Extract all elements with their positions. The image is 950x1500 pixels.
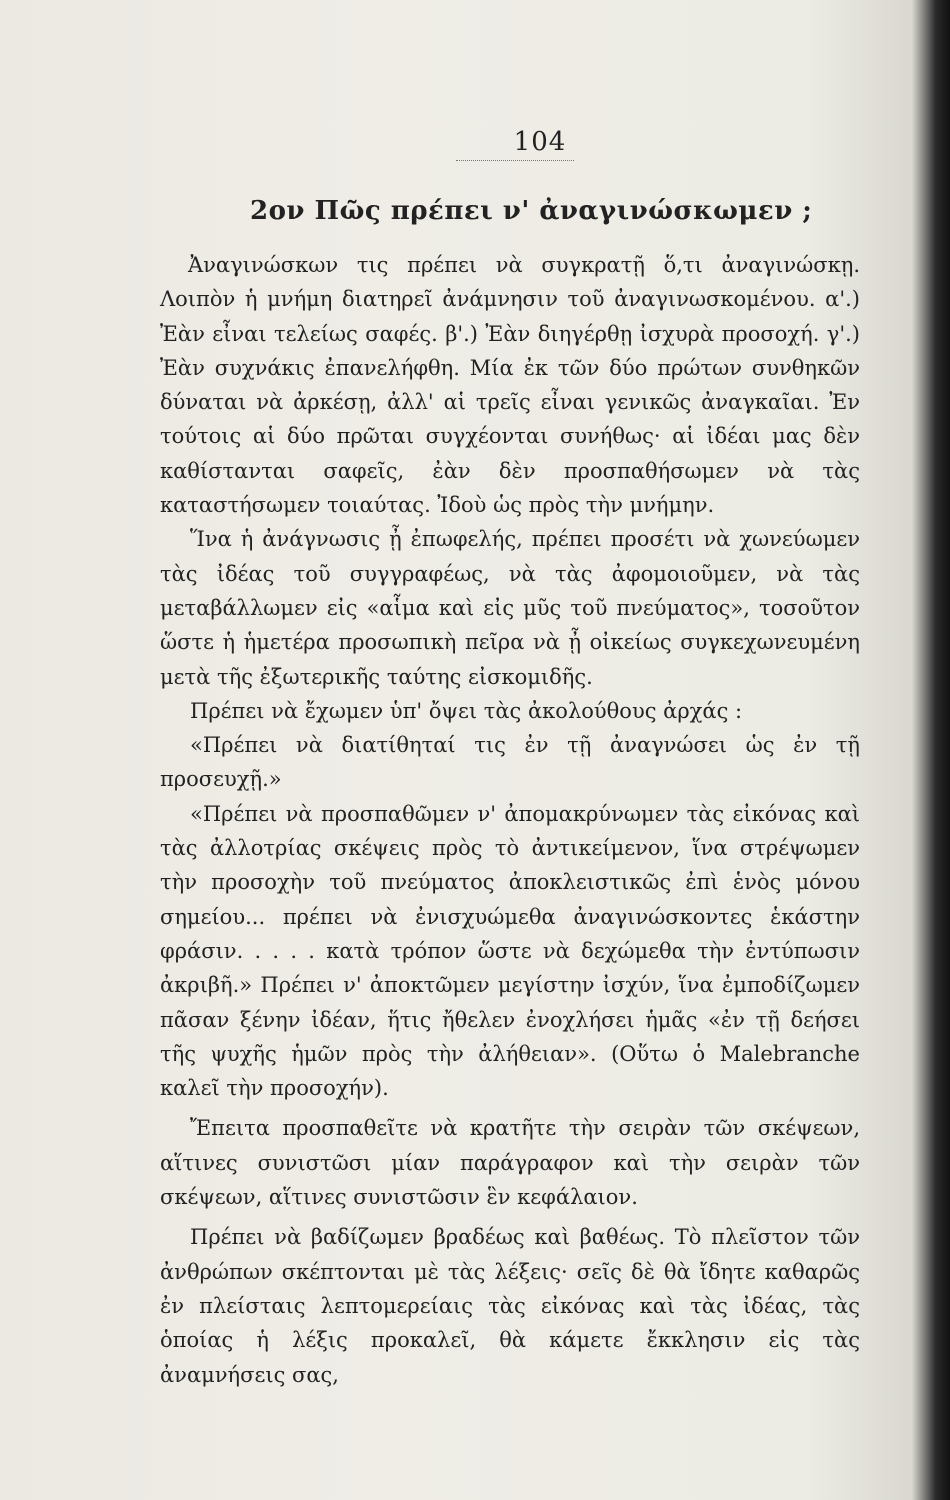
paragraph-quote-attention: «Πρέπει νὰ προσπαθῶμεν ν' ἀπομακρύνωμεν τὰς εἰκόνας καὶ τὰς ἀλλοτρίας σκέψεις πρὸς τὸ ἀντικείμενον, ἵνα στρέψωμεν τὴν προσοχὴν τοῦ πνεύματος ἀποκλειστικῶς ἐπὶ ἑνὸς μόνου σημείου... πρέπει νὰ ἐνισχυώμεθα ἀναγινώσκοντες ἑκάστην φράσιν. . . . . κατὰ τρόπον ὥστε νὰ δεχώμεθα τὴν ἐντύπωσιν ἀκριβῆ.» Πρέπει ν' ἀποκτῶμεν μεγίστην ἰσχύν, ἵνα ἐμποδίζωμεν πᾶσαν ξένην ἰδέαν, ἥτις ἤθελεν ἐνοχλήσει ἡμᾶς «ἐν τῇ δεήσει τῆς ψυχῆς ἡμῶν πρὸς τὴν ἀλήθειαν». (Οὕτω ὁ Malebranche καλεῖ τὴν προσοχήν). <box>160 801 860 1101</box>
paragraph-sequence: Ἔπειτα προσπαθεῖτε νὰ κρατῆτε τὴν σειρὰν τῶν σκέψεων, αἵτινες συνιστῶσι μίαν παράγραφον καὶ τὴν σειρὰν τῶν σκέψεων, αἵτινες συνιστῶσιν ἓν κεφάλαιον. <box>160 1116 860 1210</box>
paragraph-memory: Ἀναγινώσκων τις πρέπει νὰ συγκρατῇ ὅ,τι ἀναγινώσκῃ. Λοιπὸν ἡ μνήμη διατηρεῖ ἀνάμνησιν τοῦ ἀναγινωσκομένου. α'.) Ἐὰν εἶναι τελείως σαφές. β'.) Ἐὰν διηγέρθῃ ἰσχυρὰ προσοχή. γ'.) Ἐὰν συχνάκις ἐπανελήφθη. Μία ἐκ τῶν δύο πρώτων συνθηκῶν δύναται νὰ ἀρκέσῃ, ἀλλ' αἱ τρεῖς εἶναι γενικῶς ἀναγκαῖαι. Ἐν τούτοις αἱ δύο πρῶται συγχέονται συνήθως· αἱ ἰδέαι μας δὲν καθίστανται σαφεῖς, ἐὰν δὲν προσπαθήσωμεν νὰ τὰς καταστήσωμεν τοιαύτας. Ἰδοὺ ὡς πρὸς τὴν μνήμην. <box>160 253 860 518</box>
page-number-rule <box>456 160 574 161</box>
chapter-heading: 2ον Πῶς πρέπει ν' ἀναγινώσκωμεν ; <box>250 196 813 226</box>
page-number: 104 <box>513 127 567 157</box>
paragraph-assimilation: Ἵνα ἡ ἀνάγνωσις ᾖ ἐπωφελής, πρέπει προσέτι νὰ χωνεύωμεν τὰς ἰδέας τοῦ συγγραφέως, νὰ τὰς ἀφομοιοῦμεν, νὰ τὰς μεταβάλλωμεν εἰς «αἷμα καὶ εἰς μῦς τοῦ πνεύματος», τοσοῦτον ὥστε ἡ ἡμετέρα προσωπικὴ πεῖρα νὰ ᾖ οἰκείως συγκεχωνευμένη μετὰ τῆς ἐξωτερικῆς ταύτης εἰσκομιδῆς. <box>160 527 860 689</box>
paragraph-quote-prayer: «Πρέπει νὰ διατίθηταί τις ἐν τῇ ἀναγνώσει ὡς ἐν τῇ προσευχῇ.» <box>160 733 860 792</box>
body-text <box>160 248 860 1392</box>
paragraph-principles: Πρέπει νὰ ἔχωμεν ὑπ' ὄψει τὰς ἀκολούθους ἀρχάς : <box>190 698 743 723</box>
paragraph-slow-reading: Πρέπει νὰ βαδίζωμεν βραδέως καὶ βαθέως. Τὸ πλεῖστον τῶν ἀνθρώπων σκέπτονται μὲ τὰς λέξεις· σεῖς δὲ θὰ ἴδητε καθαρῶς ἐν πλείσταις λεπτομερείαις τὰς εἰκόνας καὶ τὰς ἰδέας, τὰς ὁποίας ἡ λέξις προκαλεῖ, θὰ κάμετε ἔκκλησιν εἰς τὰς ἀναμνήσεις σας, <box>160 1225 860 1387</box>
